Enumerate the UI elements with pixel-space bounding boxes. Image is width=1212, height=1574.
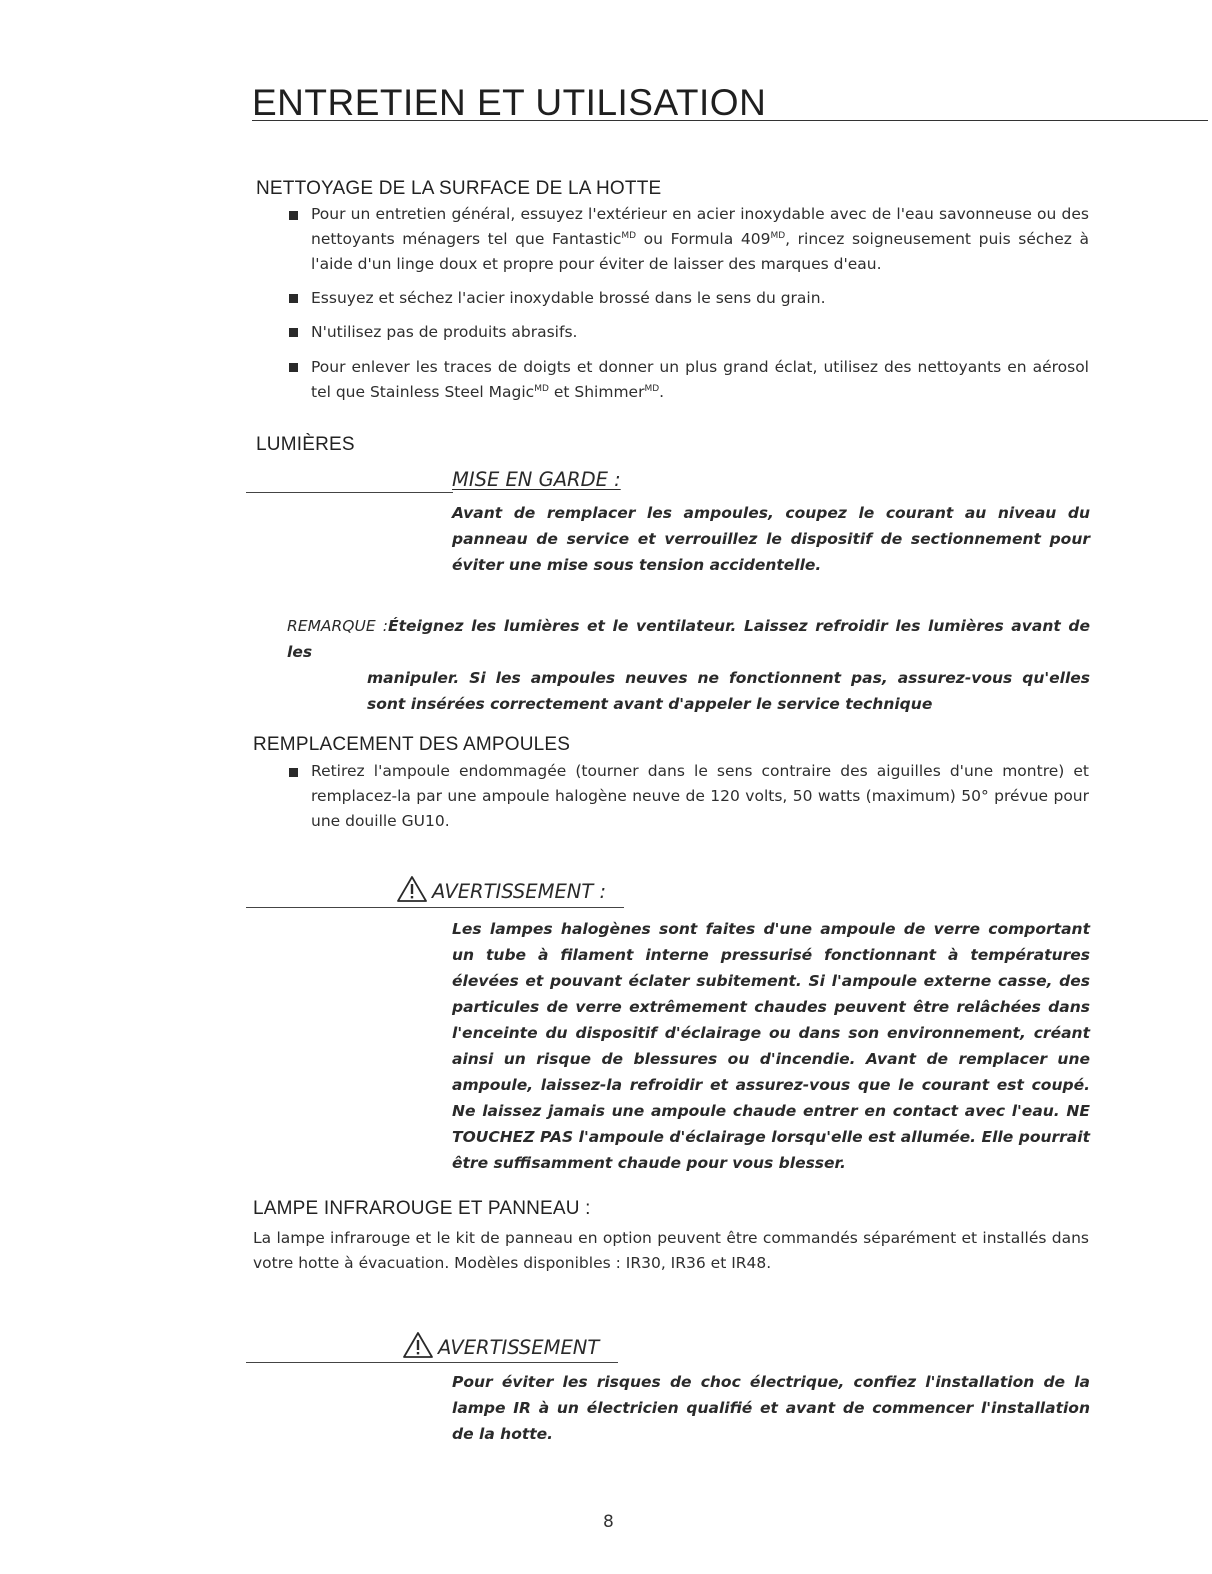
title-underline (252, 120, 1208, 121)
warning-icon (402, 1331, 434, 1359)
warning-rule-halogen (246, 907, 624, 908)
page-number: 8 (603, 1512, 614, 1532)
warning-title-infrared: AVERTISSEMENT (438, 1336, 600, 1359)
warning-rule-infrared (246, 1362, 618, 1363)
cleaning-bullet-2: Essuyez et séchez l'acier inoxydable brossé dans le sens du grain. (311, 289, 826, 307)
bullet-icon (289, 328, 298, 337)
warning-title-halogen: AVERTISSEMENT : (432, 880, 607, 903)
section-heading-cleaning: NETTOYAGE DE LA SURFACE DE LA HOTTE (256, 178, 662, 199)
caution-rule (246, 492, 453, 493)
cleaning-bullet-1: Pour un entretien général, essuyez l'extérieur en acier inoxydable avec de l'eau savonneuse ou des nettoyants ménagers tel que Fantastic$^{MD}$ ou Formula $409^{MD}$, rincez soigneusement puis séchez à l'aide d'un linge doux et propre pour éviter de laisser des marques d'eau. (311, 205, 1089, 273)
warning-text-halogen: Les lampes halogènes sont faites d'une ampoule de verre comportant un tube à filament interne pressurisé fonctionnant à températures élevées et pouvant éclater subitement. Si l'ampoule externe casse, des particules de verre extrêmement chaudes peuvent être relâchées dans l'enceinte du dispositif d'éclairage ou dans son environnement, créant ainsi un risque de blessures ou d'incendie. Avant de remplacer une ampoule, laissez-la refroidir et assurez-vous que le courant est coupé. Ne laissez jamais une ampoule chaude entrer en contact avec l'eau. NE TOUCHEZ PAS l'ampoule d'éclairage lorsqu'elle est allumée. Elle pourrait être suffisamment chaude pour vous blesser. (452, 920, 1090, 1172)
section-heading-infrared: LAMPE INFRAROUGE ET PANNEAU : (253, 1198, 591, 1219)
note-label: REMARQUE : (287, 617, 388, 635)
bullet-icon (289, 294, 298, 303)
section-heading-bulbs: REMPLACEMENT DES AMPOULES (253, 734, 571, 755)
warning-text-infrared: Pour éviter les risques de choc électrique, confiez l'installation de la lampe IR à un électricien qualifié et avant de commencer l'installation de la hotte. (452, 1373, 1090, 1443)
note-continued: manipuler. Si les ampoules neuves ne fonctionnent pas, assurez-vous qu'elles sont insérées correctement avant d'appeler le service technique (367, 669, 1090, 713)
note-block (287, 613, 1090, 717)
note-line-1: Éteignez les lumières et le ventilateur. Laissez refroidir les lumières avant de les (287, 617, 1090, 661)
warning-icon (396, 875, 428, 903)
cleaning-bullet-3: N'utilisez pas de produits abrasifs. (311, 323, 578, 341)
page-title: ENTRETIEN ET UTILISATION (252, 82, 767, 123)
cleaning-bullet-4: Pour enlever les traces de doigts et donner un plus grand éclat, utilisez des nettoyants en aérosol tel que Stainless Steel Magic$^{MD}$ et Shimmer$^{MD}$. (311, 358, 1089, 401)
bullet-icon (289, 363, 298, 372)
bullet-icon (289, 211, 298, 220)
section-heading-lights: LUMIÈRES (256, 434, 355, 455)
bulbs-bullet-1: Retirez l'ampoule endommagée (tourner dans le sens contraire des aiguilles d'une montre) et remplacez-la par une ampoule halogène neuve de 120 volts, 50 watts (maximum) 50° prévue pour une douille GU10. (311, 762, 1089, 830)
caution-text: Avant de remplacer les ampoules, coupez le courant au niveau du panneau de service et verrouillez le dispositif de sectionnement pour éviter une mise sous tension accidentelle. (452, 504, 1090, 574)
note-first-line (287, 613, 1090, 665)
caution-title: MISE EN GARDE : (452, 468, 621, 491)
bullet-icon (289, 768, 298, 777)
infrared-text: La lampe infrarouge et le kit de panneau en option peuvent être commandés séparément et installés dans votre hotte à évacuation. Modèles disponibles : IR30, IR36 et IR48. (253, 1229, 1089, 1272)
